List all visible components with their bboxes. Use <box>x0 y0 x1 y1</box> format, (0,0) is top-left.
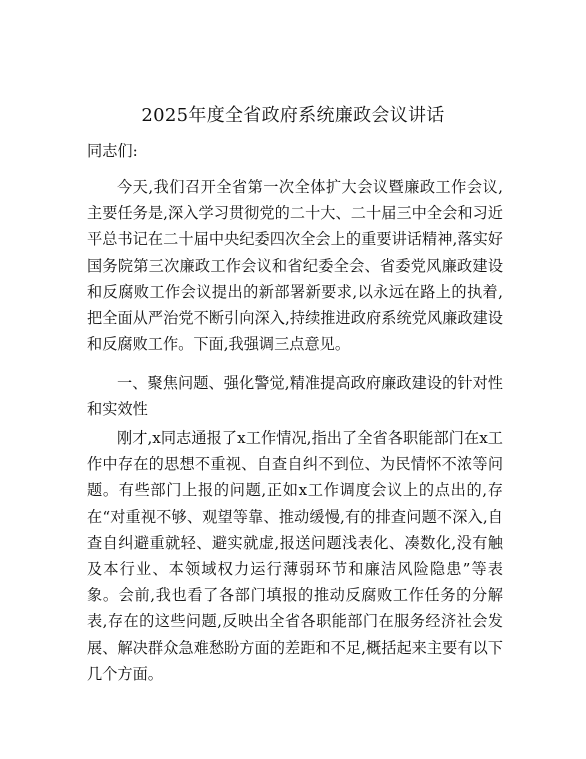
paragraph-intro: 今天,我们召开全省第一次全体扩大会议暨廉政工作会议,主要任务是,深入学习贯彻党的二十大、二十届三中全会和习近平总书记在二十届中央纪委四次全会上的重要讲话精神,落实好国务院第三次廉政工作会议和省纪委全会、省委党风廉政建设和反腐败工作会议提出的新部署新要求,以永远在路上的执着,把全面从严治党不断引向深入,持续推进政府系统党风廉政建设和反腐败工作。下面,我强调三点意见。 <box>87 178 503 354</box>
salutation: 同志们: <box>87 142 138 160</box>
document-title: 2025年度全省政府系统廉政会议讲话 <box>141 105 445 126</box>
section-heading-1: 一、聚焦问题、强化警觉,精准提高政府廉政建设的针对性和实效性 <box>87 374 503 419</box>
paragraph-body: 刚才,x同志通报了x工作情况,指出了全省各职能部门在x工作中存在的思想不重视、自查自纠不到位、为民情怀不浓等问题。有些部门上报的问题,正如x工作调度会议上的点出的,存在“对重视不够、观望等靠、推动缓慢,有的排查问题不深入,自查自纠避重就轻、避实就虚,报送问题浅表化、凑数化,没有触及本行业、本领域权力运行薄弱环节和廉洁风险隐患”等表象。会前,我也看了各部门填报的推动反腐败工作任务的分解表,存在的这些问题,反映出全省各职能部门在服务经济社会发展、解决群众急难愁盼方面的差距和不足,概括起来主要有以下几个方面。 <box>87 429 503 683</box>
